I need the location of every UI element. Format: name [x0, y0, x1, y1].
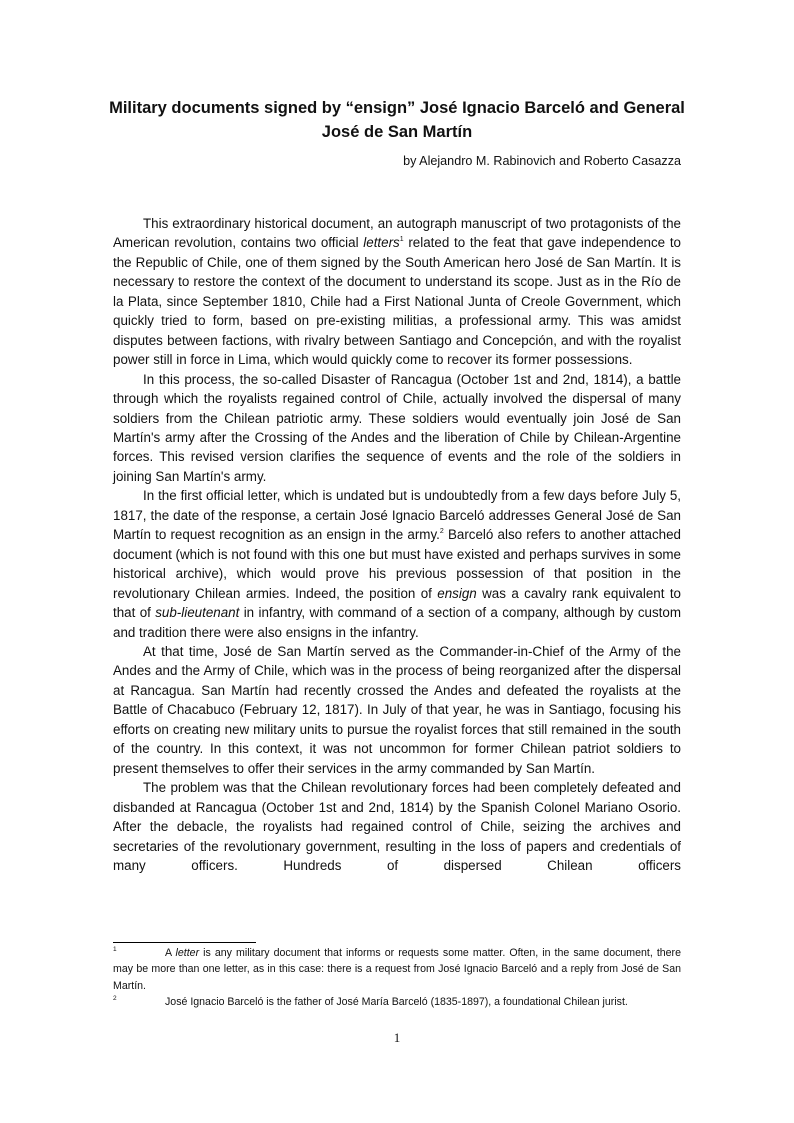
page-number: 1: [393, 1030, 401, 1045]
author-byline: by Alejandro M. Rabinovich and Roberto Casazza: [403, 154, 681, 168]
emphasis-letters: letters: [363, 235, 400, 251]
paragraph-4: At that time, José de San Martín served as the Commander-in-Chief of the Army of the Andes and the Army of Chile, which was in the process of being reorganized after the dispersal at Rancagua. San Martín had recently crossed the Andes and defeated the royalists at the Battle of Chacabuco (February 12, 1817). In July of that year, he was in Santiago, focusing his efforts on creating new military units to pursue the royalist forces that still remained in the south of the country. In this context, it was not uncommon for former Chilean patriot soldiers to present themselves to offer their services in the army commanded by San Martín.: [113, 643, 681, 776]
paragraph-5: The problem was that the Chilean revolutionary forces had been completely defeated and disbanded at Rancagua (October 1st and 2nd, 1814) by the Spanish Colonel Mariano Osorio. After the debacle, the royalists had regained control of Chile, seizing the archives and secretaries of the revolutionary government, resulting in the loss of papers and credentials of many officers. Hundreds of dispersed Chilean officers: [113, 780, 681, 873]
footnote-separator: [113, 942, 256, 943]
document-title: Military documents signed by “ensign” José Ignacio Barceló and General José de San Martín: [109, 99, 685, 141]
footnote-2: 2 José Ignacio Barceló is the father of José María Barceló (1835-1897), a foundational Chilean jurist.: [113, 994, 628, 1008]
document-body: [113, 214, 681, 875]
footnote-ref-1[interactable]: 1: [399, 236, 404, 244]
footnotes: [113, 945, 681, 1010]
paragraph-1: This extraordinary historical document, an autograph manuscript of two protagonists of the American revolution, contains two official letters$^1$ related to the feat that gave independence to the Republic of Chile, one of them signed by the South American hero José de San Martín. It is necessary to restore the context of the document to understand its scope. Just as in the Río de la Plata, since September 1810, Chile had a First National Junta of Creole Government, which quickly tried to form, based on pre-existing militias, a professional army. This was amidst disputes between factions, with rivalry between Santiago and Concepción, and with the royalist power still in force in Lima, which would quickly come to recover its former possessions.: [113, 216, 681, 368]
paragraph-3: In the first official letter, which is undated but is undoubtedly from a few days before July 5, 1817, the date of the response, a certain José Ignacio Barceló addresses General José de San Martín to request recognition as an ensign in the army.$^2$ Barceló also refers to another attached document (which is not found with this one but must have existed and perhaps survives in some historical archive), which would prove his previous possession of that position in the revolutionary Chilean armies. Indeed, the position of ensign was a cavalry rank equivalent to that of sub-lieutenant in infantry, with command of a section of a company, although by custom and tradition there were also ensigns in the infantry.: [113, 488, 681, 640]
emphasis-ensign: ensign: [437, 585, 477, 601]
paragraph-2: In this process, the so-called Disaster of Rancagua (October 1st and 2nd, 1814), a battle through which the royalists regained control of Chile, actually involved the dispersal of many soldiers from the Chilean patriotic army. These soldiers would eventually join José de San Martín's army after the Crossing of the Andes and the liberation of Chile by Chilean-Argentine forces. This revised version clarifies the sequence of events and the role of the soldiers in joining San Martín's army.: [113, 371, 681, 484]
footnote-ref-2[interactable]: 2: [439, 528, 444, 536]
emphasis-sub-lieutenant: sub-lieutenant: [155, 605, 240, 621]
footnote-1: 1 A letter is any military document that informs or requests some matter. Often, in the same document, there may be more than one letter, as in this case: there is a request from José Ignacio Barceló and a reply from José de San Martín.: [113, 946, 681, 992]
